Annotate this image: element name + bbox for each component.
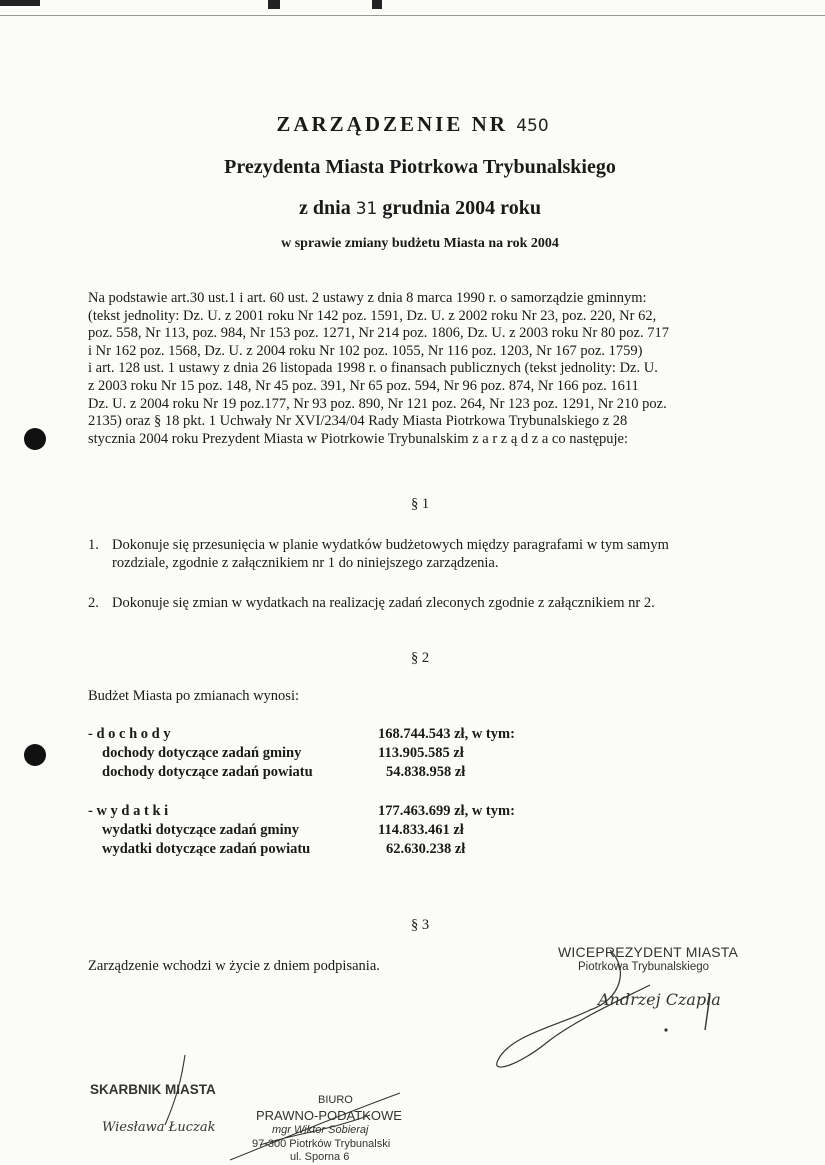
preamble-line: poz. 558, Nr 113, poz. 984, Nr 153 poz. 1271, Nr 214 poz. 1806, Dz. U. z 2003 roku Nr 80 poz. 717 <box>88 325 669 342</box>
expenses-row-value: 62.630.238 zł <box>386 841 466 857</box>
punch-hole <box>24 744 46 766</box>
expenses-label: - w y d a t k i <box>88 803 169 819</box>
scan-top-edge <box>0 0 825 12</box>
preamble-line: Na podstawie art.30 ust.1 i art. 60 ust. 2 ustawy z dnia 8 marca 1990 r. o samorządzie gminnym: <box>88 290 647 306</box>
income-label: - d o c h o d y <box>88 726 171 742</box>
legal-stamp-line: ul. Sporna 6 <box>290 1151 350 1163</box>
preamble-line: 2135) oraz § 18 pkt. 1 Uchwały Nr XVI/234/04 Rady Miasta Piotrkowa Trybunalskiego z 28 <box>88 413 628 430</box>
vice-mayor-name: Andrzej Czapla <box>598 990 721 1009</box>
treasurer-signature <box>140 1050 220 1130</box>
preamble-line: i art. 128 ust. 1 ustawy z dnia 26 listopada 1998 r. o finansach publicznych (tekst jednolity: Dz. U. <box>88 360 658 377</box>
document-title: ZARZĄDZENIE NR 450 <box>276 112 549 136</box>
legal-stamp-line: BIURO <box>318 1094 353 1106</box>
document-date: z dnia 31 grudnia 2004 roku <box>299 197 541 219</box>
legal-stamp-line: 97-300 Piotrków Trybunalski <box>252 1138 391 1150</box>
handwritten-number: 450 <box>516 116 549 136</box>
scan-fold-line <box>0 15 825 16</box>
budget-intro: Budżet Miasta po zmianach wynosi: <box>88 688 300 704</box>
treasurer-stamp-title: SKARBNIK MIASTA <box>90 1082 216 1097</box>
treasurer-name: Wiesława Łuczak <box>102 1120 216 1135</box>
preamble <box>88 290 760 448</box>
preamble-line: z 2003 roku Nr 15 poz. 148, Nr 45 poz. 391, Nr 65 poz. 594, Nr 96 poz. 874, Nr 166 poz. 1611 <box>88 377 639 394</box>
preamble-line: Dz. U. z 2004 roku Nr 19 poz.177, Nr 93 poz. 890, Nr 121 poz. 264, Nr 123 poz. 1291, Nr 210 poz. <box>88 395 667 412</box>
preamble-line: stycznia 2004 roku Prezydent Miasta w Piotrkowie Trybunalskim z a r z ą d z a co następuje: <box>88 430 629 447</box>
section-1-heading: § 1 <box>410 496 430 512</box>
vice-mayor-stamp-title: WICEPREZYDENT MIASTA <box>558 944 739 960</box>
expenses-row-value: 114.833.461 zł <box>378 822 464 838</box>
income-row-value: 54.838.958 zł <box>386 764 466 780</box>
legal-signature <box>220 1085 420 1165</box>
legal-stamp-line: mgr Wiktor Sobieraj <box>272 1124 369 1136</box>
section-1-item: 1. Dokonuje się przesunięcia w planie wydatków budżetowych między paragrafami w tym samym rozdziale, zgodnie z załącznikiem nr 1 do niniejszego zarządzenia. <box>88 537 669 571</box>
punch-hole <box>24 428 46 450</box>
expenses-total: 177.463.699 zł, w tym: <box>378 803 515 819</box>
section-1-item: 2. Dokonuje się zmian w wydatkach na realizację zadań zleconych zgodnie z załącznikiem nr 2. <box>88 595 655 611</box>
income-total: 168.744.543 zł, w tym: <box>378 726 515 742</box>
preamble-line: i Nr 162 poz. 1568, Dz. U. z 2004 roku Nr 102 poz. 1055, Nr 116 poz. 1203, Nr 167 poz. 1759) <box>88 342 643 359</box>
document-subject: w sprawie zmiany budżetu Miasta na rok 2004 <box>281 236 559 251</box>
section-3-heading: § 3 <box>410 917 430 933</box>
expenses-row-label: wydatki dotyczące zadań powiatu <box>102 841 311 857</box>
income-row-label: dochody dotyczące zadań powiatu <box>102 764 313 780</box>
legal-stamp-line: PRAWNO-PODATKOWE <box>256 1108 402 1123</box>
expenses-row-label: wydatki dotyczące zadań gminy <box>102 822 299 838</box>
document-issuer: Prezydenta Miasta Piotrkowa Trybunalskiego <box>224 156 616 178</box>
preamble-line: (tekst jednolity: Dz. U. z 2001 roku Nr 142 poz. 1591, Dz. U. z 2002 roku Nr 23, poz. 220, Nr 62, <box>88 307 657 324</box>
vice-mayor-stamp-city: Piotrkowa Trybunalskiego <box>578 961 710 973</box>
income-row-value: 113.905.585 zł <box>378 745 464 761</box>
section-2-heading: § 2 <box>410 650 430 666</box>
vice-mayor-signature <box>480 940 740 1080</box>
effective-clause: Zarządzenie wchodzi w życie z dniem podpisania. <box>88 958 380 974</box>
handwritten-day: 31 <box>355 199 378 219</box>
income-row-label: dochody dotyczące zadań gminy <box>102 745 302 761</box>
